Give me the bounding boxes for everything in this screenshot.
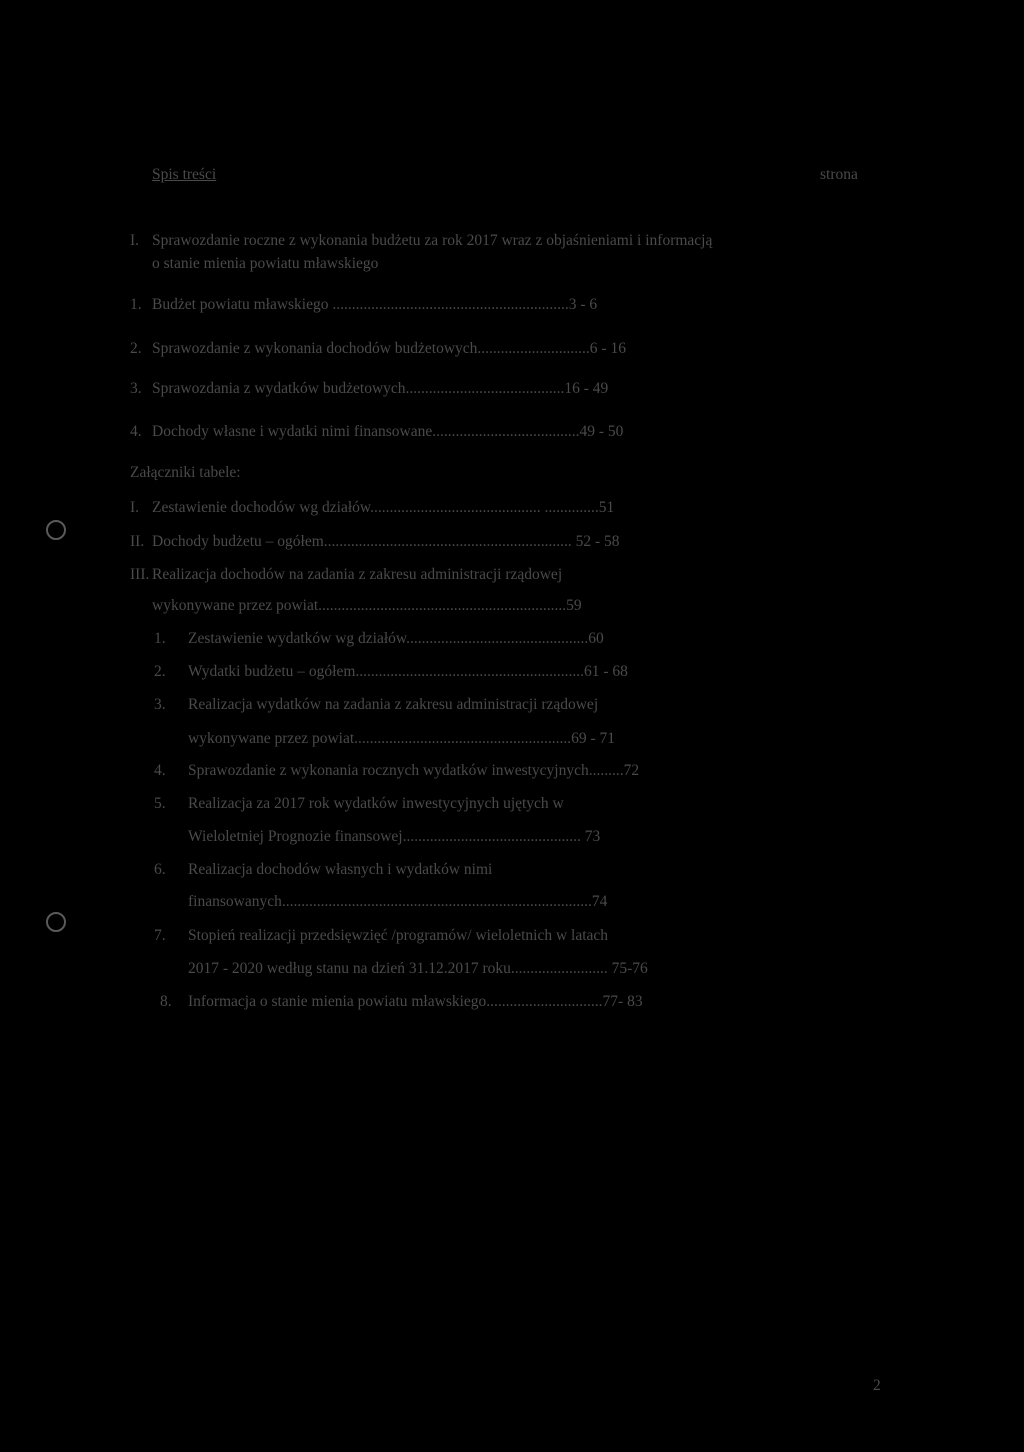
section-number: I. — [130, 232, 140, 249]
toc-item-number: 3. — [130, 380, 142, 397]
toc-item-number: 6. — [154, 861, 166, 878]
toc-item: Realizacja dochodów własnych i wydatków nimi — [188, 861, 493, 878]
toc-item-number: 4. — [130, 423, 142, 440]
section-title-line1: Sprawozdanie roczne z wykonania budżetu za rok 2017 wraz z objaśnieniami i informacją — [152, 232, 713, 249]
punch-hole-icon — [46, 520, 66, 540]
toc-item-number: I. — [130, 499, 140, 516]
punch-hole-icon — [46, 912, 66, 932]
toc-item: Realizacja dochodów na zadania z zakresu administracji rządowej — [152, 566, 563, 583]
toc-item: Dochody budżetu – ogółem................................................................ 52 - 58 — [152, 533, 620, 550]
toc-item-number: 7. — [154, 927, 166, 944]
toc-item: Sprawozdania z wydatków budżetowych.........................................16 - 49 — [152, 380, 609, 397]
toc-item-number: II. — [130, 533, 145, 550]
attachments-heading: Załączniki tabele: — [130, 464, 241, 481]
toc-item-number: 2. — [130, 340, 142, 357]
toc-item: Zestawienie wydatków wg działów...............................................60 — [188, 630, 604, 647]
toc-item: Stopień realizacji przedsięwzięć /programów/ wieloletnich w latach — [188, 927, 609, 944]
toc-item: Wydatki budżetu – ogółem...........................................................61 - 68 — [188, 663, 628, 680]
section-title-line2: o stanie mienia powiatu mławskiego — [152, 255, 379, 272]
toc-item: Sprawozdanie z wykonania dochodów budżetowych.............................6 - 16 — [152, 340, 626, 357]
toc-title: Spis treści — [152, 166, 217, 183]
toc-item-continuation: wykonywane przez powiat................................................................59 — [152, 597, 582, 614]
toc-item: Realizacja wydatków na zadania z zakresu administracji rządowej — [188, 696, 599, 713]
page-column-label: strona — [820, 166, 858, 183]
toc-item: Dochody własne i wydatki nimi finansowane......................................49 - 50 — [152, 423, 624, 440]
toc-item-number: 2. — [154, 663, 166, 680]
toc-item-continuation: Wieloletniej Prognozie finansowej.............................................. 73 — [188, 828, 601, 845]
toc-item-number: 3. — [154, 696, 166, 713]
toc-item-number: 8. — [160, 993, 172, 1010]
toc-item-continuation: wykonywane przez powiat........................................................69 - 71 — [188, 730, 616, 747]
toc-item: Realizacja za 2017 rok wydatków inwestycyjnych ujętych w — [188, 795, 564, 812]
toc-item: Sprawozdanie z wykonania rocznych wydatków inwestycyjnych.........72 — [188, 762, 640, 779]
page-number: 2 — [873, 1377, 881, 1394]
toc-item-number: 1. — [154, 630, 166, 647]
toc-item: Zestawienie dochodów wg działów............................................ ..............51 — [152, 499, 615, 516]
toc-item-number: III. — [130, 566, 150, 583]
toc-item-number: 1. — [130, 296, 142, 313]
toc-item: Budżet powiatu mławskiego .............................................................3 - 6 — [152, 296, 598, 313]
toc-item-continuation: finansowanych................................................................................74 — [188, 893, 608, 910]
toc-item-number: 4. — [154, 762, 166, 779]
toc-item-number: 5. — [154, 795, 166, 812]
toc-item-continuation: 2017 - 2020 według stanu na dzień 31.12.2017 roku......................... 75-76 — [188, 960, 648, 977]
toc-item: Informacja o stanie mienia powiatu mławskiego..............................77- 83 — [188, 993, 643, 1010]
